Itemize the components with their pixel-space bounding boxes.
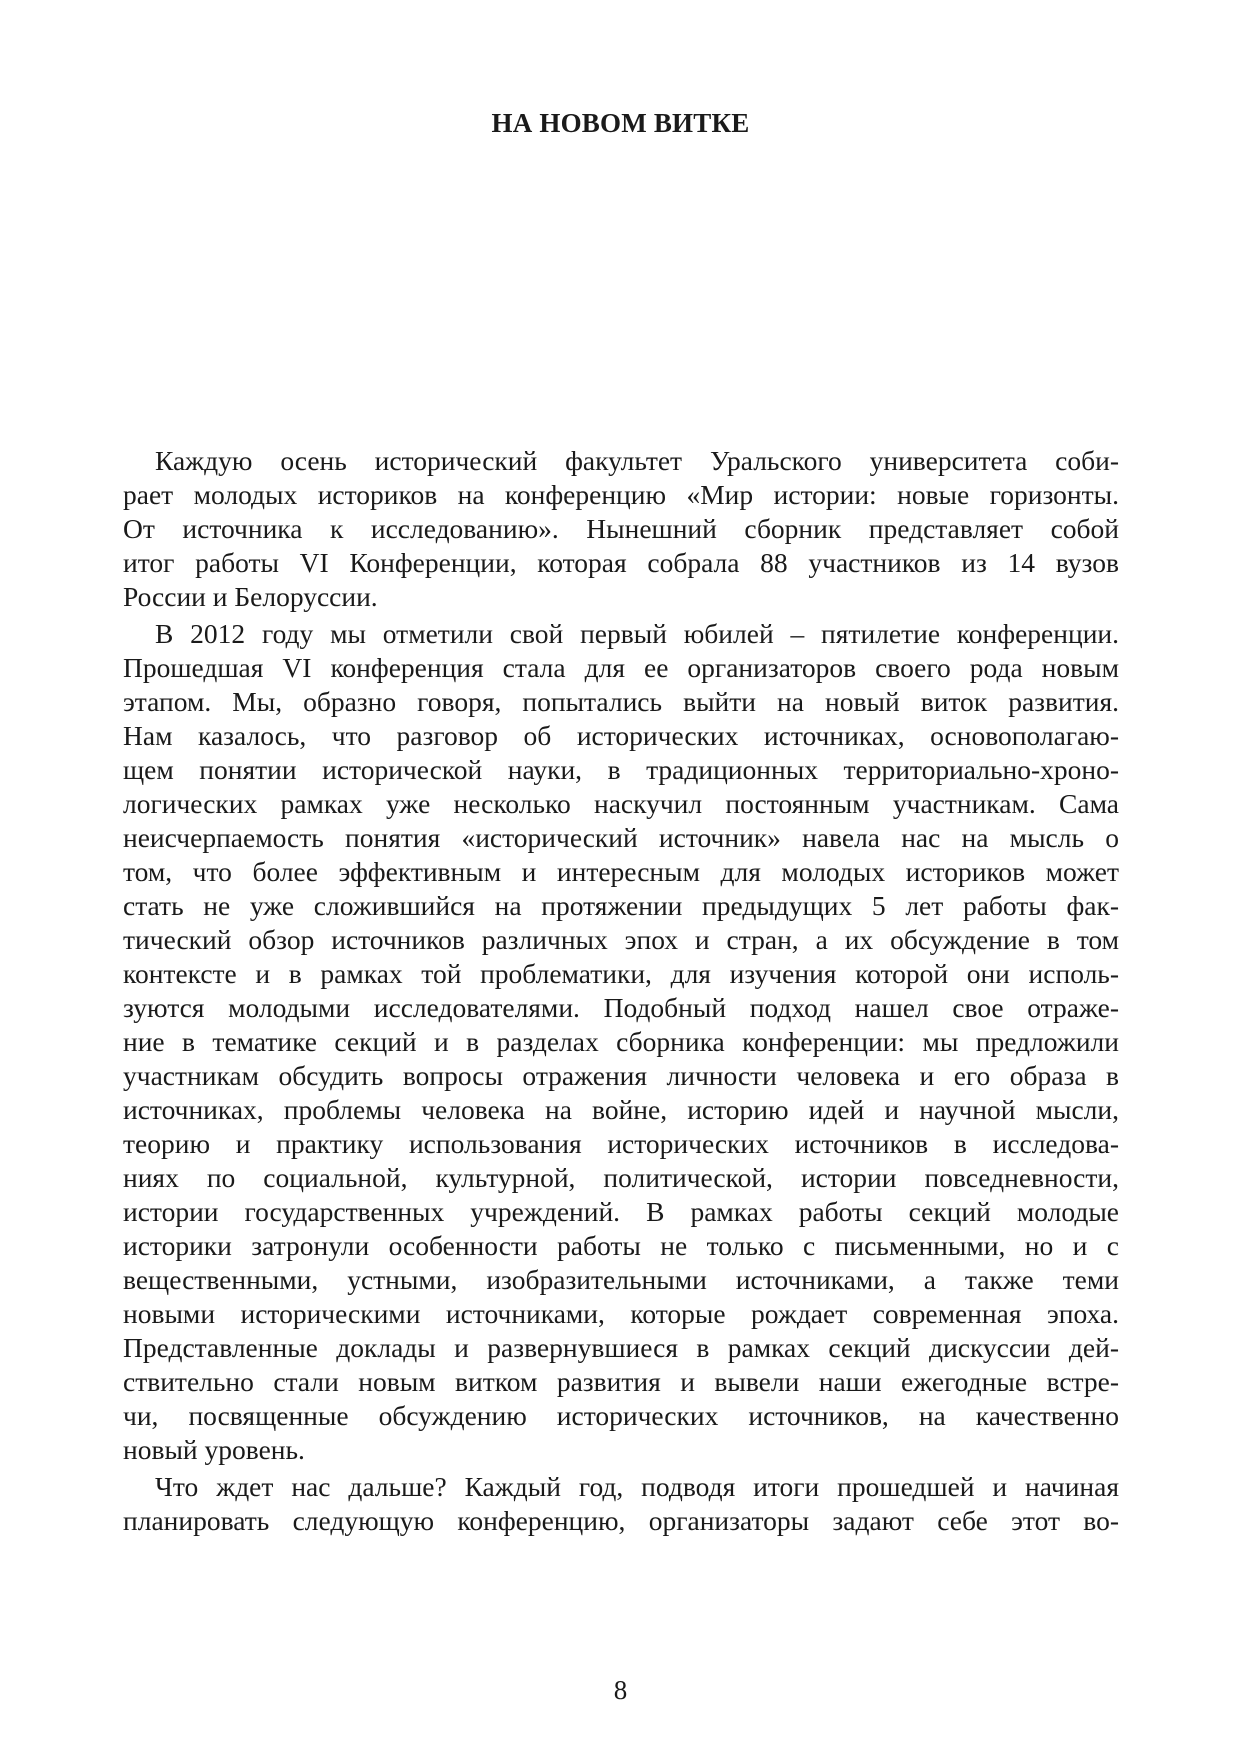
text-line: ниях по социальной, культурной, политической, истории повседневности, <box>123 1162 1119 1193</box>
text-line: России и Белоруссии. <box>123 581 378 612</box>
paragraph <box>123 617 1119 1467</box>
text-line: стать не уже сложившийся на протяжении предыдущих 5 лет работы фак- <box>123 890 1119 921</box>
text-line: источниках, проблемы человека на войне, историю идей и научной мысли, <box>123 1094 1119 1125</box>
paragraph <box>123 444 1119 614</box>
text-line: зуются молодыми исследователями. Подобный подход нашел свое отраже- <box>123 992 1119 1023</box>
paragraph <box>123 1470 1119 1538</box>
text-line: том, что более эффективным и интересным для молодых историков может <box>123 856 1119 887</box>
page-title: НА НОВОМ ВИТКЕ <box>491 108 750 138</box>
text-line: Что ждет нас дальше? Каждый год, подводя итоги прошедшей и начиная <box>155 1471 1119 1502</box>
text-line: итог работы VI Конференции, которая собрала 88 участников из 14 вузов <box>123 547 1119 578</box>
text-line: новыми историческими источниками, которые рождает современная эпоха. <box>123 1298 1119 1329</box>
text-line: этапом. Мы, образно говоря, попытались выйти на новый виток развития. <box>123 686 1119 717</box>
text-line: щем понятии исторической науки, в традиционных территориально-хроно- <box>123 754 1119 785</box>
text-line: вещественными, устными, изобразительными источниками, а также теми <box>123 1264 1119 1295</box>
text-line: тический обзор источников различных эпох и стран, а их обсуждение в том <box>123 924 1119 955</box>
text-line: Представленные доклады и развернувшиеся в рамках секций дискуссии дей- <box>123 1332 1119 1363</box>
text-line: ние в тематике секций и в разделах сборника конференции: мы предложили <box>123 1026 1119 1057</box>
text-line: Прошедшая VI конференция стала для ее организаторов своего рода новым <box>123 652 1119 683</box>
text-line: теорию и практику использования исторических источников в исследова- <box>123 1128 1119 1159</box>
text-line: контексте и в рамках той проблематики, для изучения которой они исполь- <box>123 958 1119 989</box>
text-line: истории государственных учреждений. В рамках работы секций молодые <box>123 1196 1119 1227</box>
text-line: чи, посвященные обсуждению исторических источников, на качественно <box>123 1400 1119 1431</box>
text-line: историки затронули особенности работы не только с письменными, но и с <box>123 1230 1119 1261</box>
text-line: От источника к исследованию». Нынешний сборник представляет собой <box>123 513 1119 544</box>
page-number: 8 <box>613 1675 628 1705</box>
text-line: Нам казалось, что разговор об исторических источниках, основополагаю- <box>123 720 1119 751</box>
text-line: Каждую осень исторический факультет Уральского университета соби- <box>155 445 1119 476</box>
text-line: рает молодых историков на конференцию «Мир истории: новые горизонты. <box>123 479 1119 510</box>
text-line: В 2012 году мы отметили свой первый юбилей – пятилетие конференции. <box>155 618 1119 649</box>
text-line: логических рамках уже несколько наскучил постоянным участникам. Сама <box>123 788 1119 819</box>
text-line: участникам обсудить вопросы отражения личности человека и его образа в <box>123 1060 1119 1091</box>
text-line: неисчерпаемость понятия «исторический источник» навела нас на мысль о <box>123 822 1119 853</box>
text-line: ствительно стали новым витком развития и вывели наши ежегодные встре- <box>123 1366 1119 1397</box>
text-line: новый уровень. <box>123 1434 305 1465</box>
text-line: планировать следующую конференцию, организаторы задают себе этот во- <box>123 1505 1119 1536</box>
body-text <box>123 444 1119 1541</box>
